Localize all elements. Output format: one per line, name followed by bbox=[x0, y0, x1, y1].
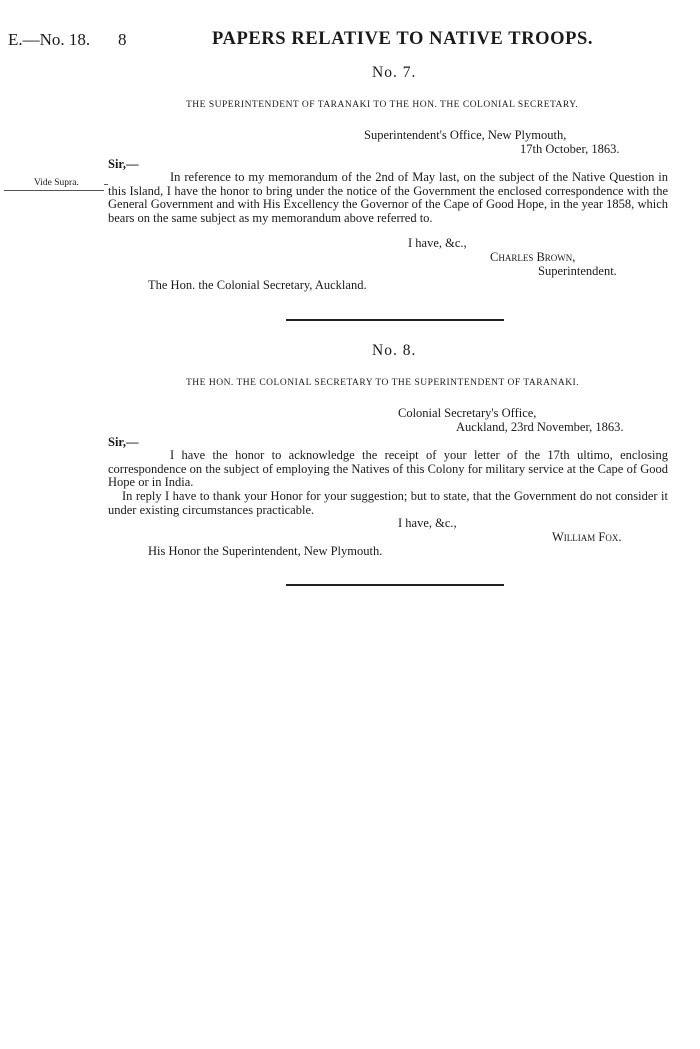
end-divider bbox=[286, 584, 504, 586]
letter-date: 17th October, 1863. bbox=[520, 142, 620, 156]
page-number: 8 bbox=[118, 30, 127, 49]
letter-date: Auckland, 23rd November, 1863. bbox=[456, 420, 624, 434]
page-title: PAPERS RELATIVE TO NATIVE TROOPS. bbox=[212, 29, 594, 49]
margin-note: Vide Supra. bbox=[34, 178, 79, 188]
document-reference: E.—No. 18. bbox=[8, 30, 91, 49]
section-divider bbox=[286, 319, 504, 321]
letter-addressee: His Honor the Superintendent, New Plymouth. bbox=[148, 544, 383, 558]
margin-rule bbox=[4, 190, 104, 191]
letter-salutation: Sir,— bbox=[108, 157, 139, 171]
letter-caption: THE HON. THE COLONIAL SECRETARY TO THE SUPERINTENDENT OF TARANAKI. bbox=[186, 378, 580, 388]
letter-paragraph: In reply I have to thank your Honor for your suggestion; but to state, that the Government do not consider it under existing circumstances practicable. bbox=[108, 489, 668, 517]
letter-signature: William Fox. bbox=[552, 530, 622, 544]
letter-number: No. 7. bbox=[372, 64, 417, 81]
letter-signature-title: Superintendent. bbox=[538, 264, 617, 278]
letter-caption: THE SUPERINTENDENT OF TARANAKI TO THE HON. THE COLONIAL SECRETARY. bbox=[186, 100, 579, 110]
letter-addressee: The Hon. the Colonial Secretary, Auckland. bbox=[148, 278, 367, 292]
letter-signature: Charles Brown, bbox=[490, 250, 576, 264]
letter-office: Colonial Secretary's Office, bbox=[398, 406, 537, 420]
letter-paragraph: In reference to my memorandum of the 2nd of May last, on the subject of the Native Question in this Island, I have the honor to bring under the notice of the Government the enclosed correspondence with the General Government and with His Excellency the Governor of the Cape of Good Hope, in the year 1858, which bears on the same subject as my memorandum above referred to. bbox=[108, 170, 668, 225]
letter-office: Superintendent's Office, New Plymouth, bbox=[364, 128, 567, 142]
letter-number: No. 8. bbox=[372, 342, 417, 359]
letter-closing: I have, &c., bbox=[408, 236, 467, 250]
letter-paragraph: I have the honor to acknowledge the receipt of your letter of the 17th ultimo, enclosing correspondence on the subject of employing the Natives of this Colony for military service at the Cape of Good Hope or in India. bbox=[108, 448, 668, 490]
letter-closing: I have, &c., bbox=[398, 516, 457, 530]
letter-salutation: Sir,— bbox=[108, 435, 139, 449]
